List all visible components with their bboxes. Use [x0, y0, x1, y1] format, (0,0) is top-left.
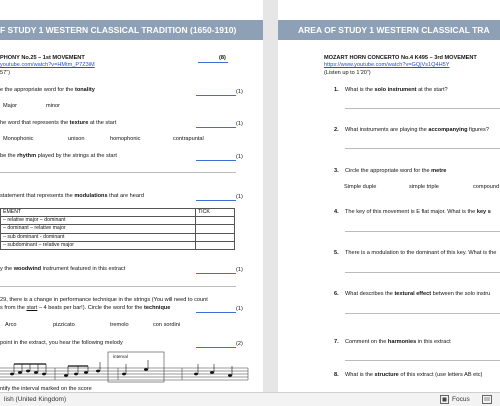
table-header-statement: EMENT [1, 209, 196, 217]
print-layout-icon[interactable] [482, 393, 492, 406]
table-row [1, 225, 235, 233]
q6-text: What describes the textural effect between the solo instru [345, 291, 491, 297]
question-rhythm: be the rhythm played by the strings at the start [0, 153, 117, 159]
q1-write-line[interactable] [345, 108, 500, 109]
q2-write-line[interactable] [345, 148, 500, 149]
q1-number: 1. [334, 87, 339, 93]
piece-link[interactable]: youtube.com/watch?v=HMtm_P7Z3iM [0, 62, 95, 68]
option-contrapuntal[interactable]: contrapuntal [173, 136, 204, 142]
tonality-marks: (1) [236, 89, 243, 95]
table-cell-statement: – sub dominant - dominant [1, 233, 196, 241]
q7-text: Comment on the harmonies in this extract [345, 339, 451, 345]
table-header-row [1, 209, 235, 217]
option-simple-duple[interactable]: Simple duple [344, 184, 377, 190]
piece-answer-line [198, 62, 228, 63]
table-cell-statement: – dominant – relative major [1, 225, 196, 233]
option-monophonic[interactable]: Monophonic [3, 136, 34, 142]
language-status[interactable]: lish (United Kingdom) [4, 396, 67, 403]
tick-cell[interactable] [196, 233, 235, 241]
q3-number: 3. [334, 168, 339, 174]
question-interval-cut: ntify the interval marked on the score [0, 386, 92, 392]
rhythm-answer-line [196, 160, 236, 161]
q8-text: What is the structure of this extract (use letters AB etc) [345, 372, 483, 378]
q6-number: 6. [334, 291, 339, 297]
piece-title: PHONY No.25 – 1st MOVEMENT [0, 55, 85, 61]
question-technique-line1: 29, there is a change in performance technique in the strings (You will need to count [0, 297, 208, 303]
right-piece-link[interactable]: https://www.youtube.com/watch?v=GQjVs1Q4H5Y [324, 62, 450, 68]
melody-marks: (2) [236, 341, 243, 347]
q5-write-line[interactable] [345, 272, 500, 273]
right-page-banner: AREA OF STUDY 1 WESTERN CLASSICAL TRA [278, 20, 500, 40]
q2-number: 2. [334, 127, 339, 133]
status-bar [0, 392, 500, 406]
option-major[interactable]: Major [3, 103, 17, 109]
woodwind-write-line[interactable] [0, 286, 236, 287]
option-compound[interactable]: compound [473, 184, 500, 190]
q5-text: There is a modulation to the dominant of this key. What is the [345, 250, 497, 256]
question-tonality: e the appropriate word for the tonality [0, 87, 95, 93]
technique-marks: (1) [236, 306, 243, 312]
table-row [1, 241, 235, 249]
melody-answer-line [196, 347, 236, 348]
option-con-sordini[interactable]: con sordini [153, 322, 181, 328]
table-row [1, 217, 235, 225]
woodwind-marks: (1) [236, 267, 243, 273]
focus-button[interactable]: Focus [452, 396, 470, 403]
q4-text: The key of this movement is E flat major. What is the key s [345, 209, 491, 215]
table-cell-statement: – relative major – dominant [1, 217, 196, 225]
tick-cell[interactable] [196, 225, 235, 233]
right-piece-title: MOZART HORN CONCERTO No.4 K495 – 3rd MOVEMENT [324, 55, 477, 61]
focus-icon[interactable] [440, 393, 449, 406]
tick-cell[interactable] [196, 217, 235, 225]
rhythm-marks: (1) [236, 154, 243, 160]
woodwind-answer-line [196, 273, 236, 274]
table-row [1, 233, 235, 241]
q3-text: Circle the appropriate word for the metre [345, 168, 447, 174]
question-melody: point in the extract, you hear the following melody [0, 340, 123, 346]
texture-marks: (1) [236, 121, 243, 127]
q5-number: 5. [334, 250, 339, 256]
option-simple-triple[interactable]: simple triple [409, 184, 439, 190]
option-tremolo[interactable]: tremolo [110, 322, 129, 328]
tonality-answer-line [196, 95, 236, 96]
option-arco[interactable]: Arco [5, 322, 17, 328]
piece-marks: (8) [219, 55, 226, 61]
question-modulations: statement that represents the modulations that are heard [0, 193, 144, 199]
right-page [278, 0, 500, 392]
piece-note: 57”) [0, 70, 10, 76]
q2-text: What instruments are playing the accompanying figures? [345, 127, 489, 133]
q7-number: 7. [334, 339, 339, 345]
q8-number: 8. [334, 372, 339, 378]
question-texture: he word that represents the texture at the start [0, 120, 117, 126]
table-cell-statement: – subdominant – relative major [1, 241, 196, 249]
modulations-answer-line [196, 200, 236, 201]
q6-write-line[interactable] [345, 313, 500, 314]
q7-write-line[interactable] [345, 360, 500, 361]
left-page-banner: F STUDY 1 WESTERN CLASSICAL TRADITION (1650-1910) [0, 20, 263, 40]
modulations-table [0, 208, 235, 250]
option-unison[interactable]: unison [68, 136, 85, 142]
option-pizzicato[interactable]: pizzicato [53, 322, 75, 328]
texture-answer-line [196, 127, 236, 128]
q1-text: What is the solo instrument at the start? [345, 87, 448, 93]
q4-write-line[interactable] [345, 231, 500, 232]
score-interval-label: interval [113, 354, 128, 359]
question-woodwind: y the woodwind instrument featured in this extract [0, 266, 126, 272]
modulations-marks: (1) [236, 194, 243, 200]
technique-answer-line [196, 312, 236, 313]
table-header-tick: TICK [196, 209, 235, 217]
question-technique-line2: s from the start – 4 beats per bar!). Circle the word for the technique [0, 305, 171, 311]
option-homophonic[interactable]: homophonic [110, 136, 141, 142]
rhythm-write-line[interactable] [0, 172, 236, 173]
right-piece-note: (Listen up to 1’20”) [324, 70, 371, 76]
q4-number: 4. [334, 209, 339, 215]
option-minor[interactable]: minor [46, 103, 60, 109]
tick-cell[interactable] [196, 241, 235, 249]
